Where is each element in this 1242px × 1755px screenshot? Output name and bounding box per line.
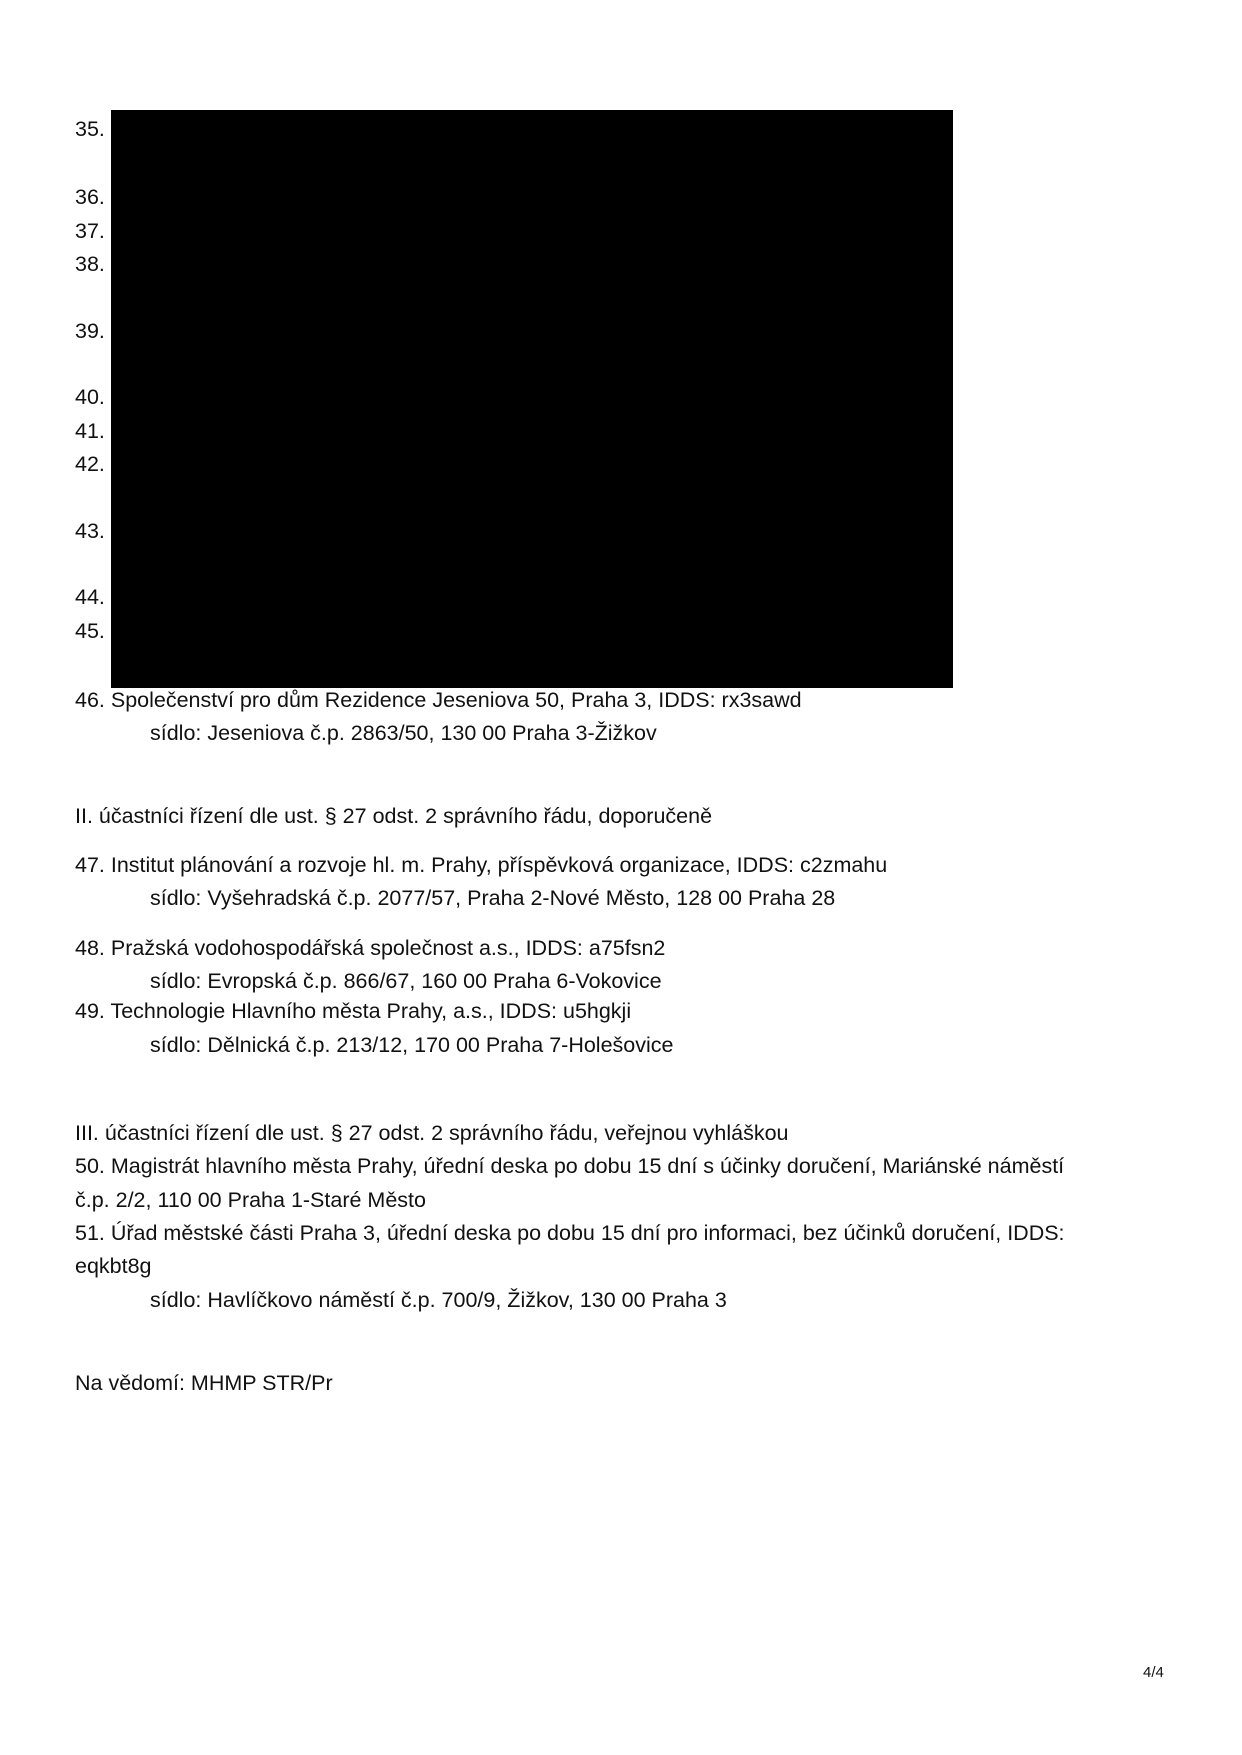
list-item-51-continued: eqkbt8g xyxy=(75,1254,152,1278)
list-item-49-address: sídlo: Dělnická č.p. 213/12, 170 00 Praha 7-Holešovice xyxy=(150,1033,674,1057)
list-number: 42. xyxy=(75,452,105,476)
list-number: 39. xyxy=(75,319,105,343)
list-item-47-address: sídlo: Vyšehradská č.p. 2077/57, Praha 2-Nové Město, 128 00 Praha 28 xyxy=(150,886,836,910)
list-item-47: 47. Institut plánování a rozvoje hl. m. Prahy, příspěvková organizace, IDDS: c2zmahu xyxy=(75,853,888,877)
list-number: 40. xyxy=(75,385,105,409)
list-number: 44. xyxy=(75,585,105,609)
list-number: 36. xyxy=(75,185,105,209)
list-item-50-continued: č.p. 2/2, 110 00 Praha 1-Staré Město xyxy=(75,1188,426,1212)
list-item-48-address: sídlo: Evropská č.p. 866/67, 160 00 Praha 6-Vokovice xyxy=(150,969,662,993)
section-ii-heading: II. účastníci řízení dle ust. § 27 odst. 2 správního řádu, doporučeně xyxy=(75,804,713,828)
list-number: 45. xyxy=(75,619,105,643)
list-number: 38. xyxy=(75,252,105,276)
list-item-48: 48. Pražská vodohospodářská společnost a.s., IDDS: a75fsn2 xyxy=(75,936,666,960)
section-iii-heading: III. účastníci řízení dle ust. § 27 odst. 2 správního řádu, veřejnou vyhláškou xyxy=(75,1121,789,1145)
list-number: 43. xyxy=(75,519,105,543)
page-number: 4/4 xyxy=(1143,1664,1164,1681)
list-number: 37. xyxy=(75,219,105,243)
list-item-51-address: sídlo: Havlíčkovo náměstí č.p. 700/9, Žižkov, 130 00 Praha 3 xyxy=(150,1288,727,1312)
list-number: 41. xyxy=(75,419,105,443)
list-item-51: 51. Úřad městské části Praha 3, úřední deska po dobu 15 dní pro informaci, bez účinků doručení, IDDS: xyxy=(75,1221,1065,1245)
list-item-50: 50. Magistrát hlavního města Prahy, úřední deska po dobu 15 dní s účinky doručení, Mariánské náměstí xyxy=(75,1154,1065,1178)
redaction-block xyxy=(111,110,953,688)
list-number: 35. xyxy=(75,117,105,141)
list-item-46-address: sídlo: Jeseniova č.p. 2863/50, 130 00 Praha 3-Žižkov xyxy=(150,721,657,745)
cc-note: Na vědomí: MHMP STR/Pr xyxy=(75,1371,333,1395)
list-item-46: 46. Společenství pro dům Rezidence Jeseniova 50, Praha 3, IDDS: rx3sawd xyxy=(75,688,802,712)
list-item-49: 49. Technologie Hlavního města Prahy, a.s., IDDS: u5hgkji xyxy=(75,999,632,1023)
